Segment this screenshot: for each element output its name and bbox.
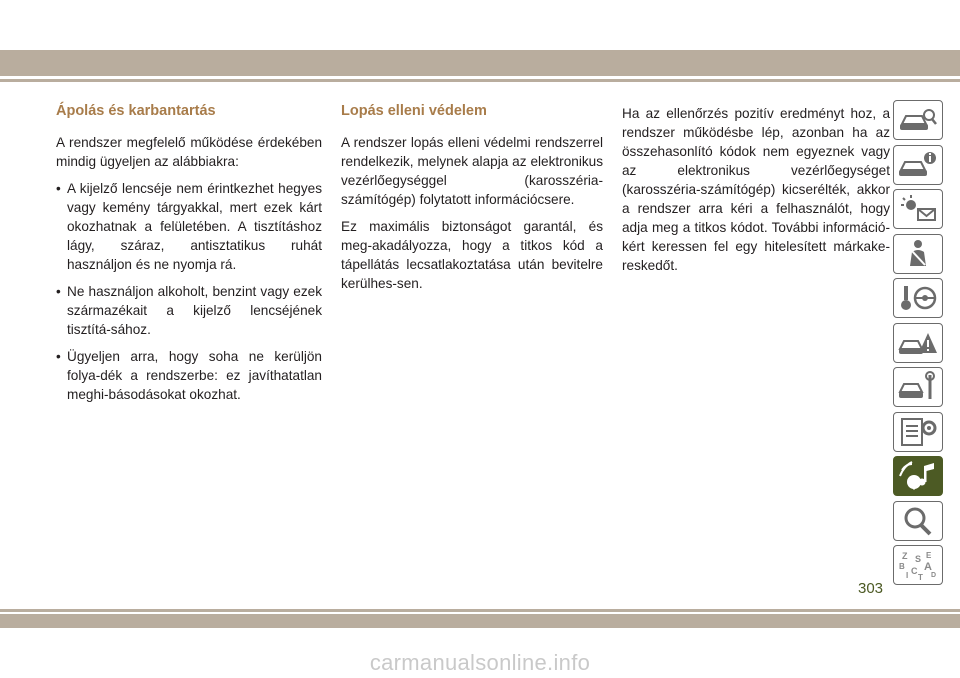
tab-maintenance[interactable] bbox=[893, 367, 943, 407]
index-letter-d: D bbox=[931, 572, 937, 579]
chapter-tabs bbox=[893, 100, 943, 590]
car-warning-triangle-icon bbox=[898, 327, 938, 359]
care-intro: A rendszer megfelelő működése érdekében mindig ügyeljen az alábbiakra: bbox=[56, 135, 322, 169]
column-continued bbox=[622, 104, 890, 283]
care-bullet-1: • A kijelző lencséje nem érintkezhet hegyes vagy kemény tárgyakkal, mert ezek kárt okozhatnak a felületében. A tisztításhoz lágy, száraz, antisztatikus ruhát használjon és ne nyomja rá. bbox=[56, 179, 322, 274]
tab-index-search[interactable] bbox=[893, 501, 943, 541]
antitheft-para-1: A rendszer lopás elleni védelmi rendszerrel rendelkezik, melynek alapja az elektronikus vezérlőegységgel (karosszéria-számítógép) folytatott információcsere. bbox=[341, 135, 603, 207]
light-envelope-icon bbox=[898, 193, 938, 225]
magnifier-icon bbox=[898, 505, 938, 537]
watermark-text: carmanualsonline.info bbox=[369, 650, 591, 675]
footer-rule bbox=[0, 609, 960, 612]
car-magnifier-icon bbox=[898, 104, 938, 136]
seatbelt-person-icon bbox=[898, 238, 938, 270]
index-letter-t: T bbox=[918, 573, 923, 581]
tab-emergency[interactable] bbox=[893, 323, 943, 363]
tab-lights-messages[interactable] bbox=[893, 189, 943, 229]
heading-antitheft: Lopás elleni védelem bbox=[341, 103, 487, 119]
key-steering-wheel-icon bbox=[898, 282, 938, 314]
header-band bbox=[0, 50, 960, 76]
tab-multimedia[interactable] bbox=[893, 456, 943, 496]
index-letter-b: B bbox=[899, 562, 905, 571]
care-bullet-3: • Ügyeljen arra, hogy soha ne kerüljön folya-dék a rendszerbe: ez javíthatatlan meghi-básodásokat okozhat. bbox=[56, 347, 322, 404]
column-care bbox=[56, 102, 322, 412]
page-number: 303 bbox=[858, 580, 884, 597]
car-wrench-icon bbox=[898, 371, 938, 403]
index-letter-s: S bbox=[915, 554, 922, 564]
heading-care: Ápolás és karbantartás bbox=[56, 103, 216, 119]
index-letter-i: I bbox=[906, 571, 909, 580]
tab-alphabetic-index[interactable] bbox=[893, 545, 943, 585]
index-letter-e: E bbox=[926, 551, 932, 560]
car-info-icon bbox=[898, 149, 938, 181]
care-list bbox=[56, 179, 322, 404]
tab-vehicle-overview[interactable] bbox=[893, 100, 943, 140]
index-letter-a: A bbox=[924, 561, 932, 573]
index-letter-c: C bbox=[911, 566, 918, 576]
continued-para: Ha az ellenőrzés pozitív eredményt hoz, a rendszer működésbe lép, azonban ha az összehasonlító kódok nem egyeznek vagy az elektronikus vezérlőegységet (karosszéria-számítógép) kicserélték, akkor a rendszer arra kéri a felhasználót, hogy adja meg a titkos kódot. További információ-kért keressen fel egy hitelesített márkake-reskedőt. bbox=[622, 106, 890, 273]
column-antitheft bbox=[341, 102, 603, 301]
music-note-icon bbox=[898, 460, 938, 492]
alphabet-index-icon bbox=[898, 549, 938, 581]
header-rule bbox=[0, 79, 960, 82]
footer-band bbox=[0, 614, 960, 628]
tab-dashboard-info[interactable] bbox=[893, 145, 943, 185]
tab-technical-data[interactable] bbox=[893, 412, 943, 452]
antitheft-para-2: Ez maximális biztonságot garantál, és meg-akadályozza, hogy a titkos kód a tápellátás lecsatlakoztatása után bevitelre kerülhes-sen. bbox=[341, 219, 603, 291]
tab-starting-driving[interactable] bbox=[893, 278, 943, 318]
care-bullet-2: • Ne használjon alkoholt, benzint vagy ezek származékait a kijelző lencséjének tisztítá-sához. bbox=[56, 282, 322, 339]
document-gear-icon bbox=[898, 416, 938, 448]
index-letter-z: Z bbox=[902, 551, 908, 561]
tab-safety[interactable] bbox=[893, 234, 943, 274]
